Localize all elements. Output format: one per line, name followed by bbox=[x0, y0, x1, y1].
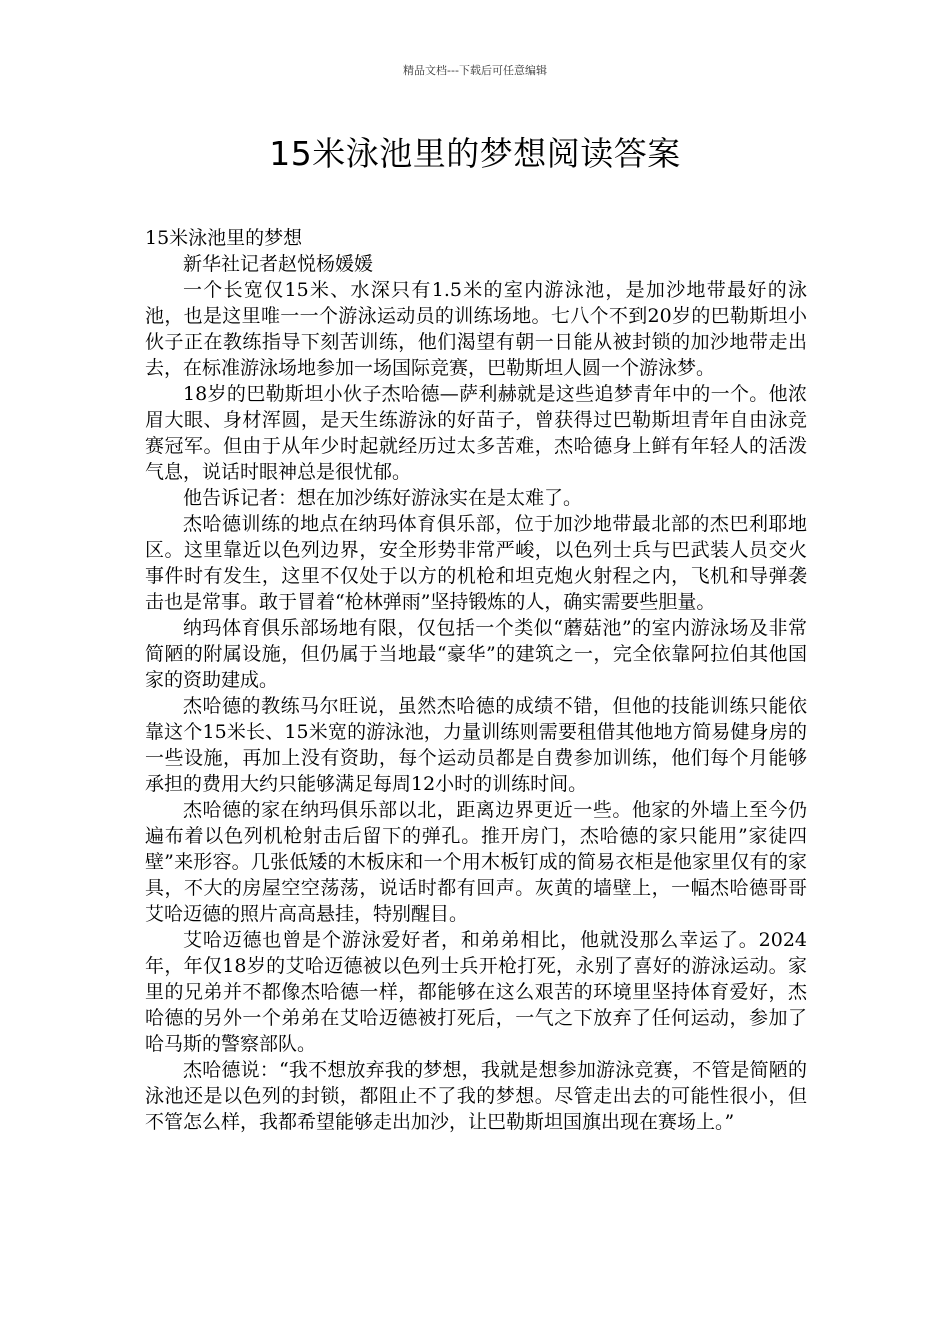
page-title: 15米泳池里的梦想阅读答案 bbox=[269, 134, 681, 173]
paragraph: 杰哈德的家在纳玛俱乐部以北，距离边界更近一些。他家的外墙上至今仍遍布着以色列机枪射击后留下的弹孔。推开房门，杰哈德的家只能用”家徒四壁”来形容。几张低矮的木板床和一个用木板钉成的简易衣柜是他家里仅有的家具，不大的房屋空空荡荡，说话时都有回声。灰黄的墙壁上，一幅杰哈德哥哥艾哈迈德的照片高高悬挂，特别醒目。 bbox=[145, 799, 807, 925]
paragraph: 艾哈迈德也曾是个游泳爱好者，和弟弟相比，他就没那么幸运了。2024年，年仅18岁的艾哈迈德被以色列士兵开枪打死，永别了喜好的游泳运动。家里的兄弟并不都像杰哈德一样，都能够在这么艰苦的环境里坚持体育爱好，杰哈德的另外一个弟弟在艾哈迈德被打死后，一气之下放弃了任何运动，参加了哈马斯的警察部队。 bbox=[145, 929, 807, 1055]
paragraph: 纳玛体育俱乐部场地有限，仅包括一个类似“蘑菇池”的室内游泳场及非常简陋的附属设施，但仍属于当地最“豪华”的建筑之一，完全依靠阿拉伯其他国家的资助建成。 bbox=[145, 617, 807, 691]
paragraph: 杰哈德训练的地点在纳玛体育俱乐部，位于加沙地带最北部的杰巴利耶地区。这里靠近以色列边界，安全形势非常严峻，以色列士兵与巴武装人员交火事件时有发生，这里不仅处于以方的机枪和坦克炮火射程之内，飞机和导弹袭击也是常事。敢于冒着“枪林弹雨”坚持锻炼的人，确实需要些胆量。 bbox=[145, 513, 807, 613]
paragraph: 杰哈德说：“我不想放弃我的梦想，我就是想参加游泳竞赛，不管是简陋的泳池还是以色列的封锁，都阻止不了我的梦想。尽管走出去的可能性很小，但不管怎么样，我都希望能够走出加沙，让巴勒斯坦国旗出现在赛场上。” bbox=[145, 1059, 807, 1133]
paragraph: 他告诉记者：想在加沙练好游泳实在是太难了。 bbox=[183, 487, 583, 509]
paragraph: 18岁的巴勒斯坦小伙子杰哈德—萨利赫就是这些追梦青年中的一个。他浓眉大眼、身材浑圆，是天生练游泳的好苗子，曾获得过巴勒斯坦青年自由泳竞赛冠军。但由于从年少时起就经历过太多苦难，杰哈德身上鲜有年轻人的活泼气息，说话时眼神总是很忧郁。 bbox=[145, 383, 807, 483]
header-note: 精品文档---下载后可任意编辑 bbox=[403, 64, 547, 77]
article-byline: 新华社记者赵悦杨媛媛 bbox=[183, 253, 374, 275]
paragraph: 杰哈德的教练马尔旺说，虽然杰哈德的成绩不错，但他的技能训练只能依靠这个15米长、15米宽的游泳池，力量训练则需要租借其他地方简易健身房的一些设施，再加上没有资助，每个运动员都是自费参加训练，他们每个月能够承担的费用大约只能够满足每周12小时的训练时间。 bbox=[145, 695, 807, 795]
article-body bbox=[145, 225, 807, 1135]
paragraph: 一个长宽仅15米、水深只有1.5米的室内游泳池，是加沙地带最好的泳池，也是这里唯一一个游泳运动员的训练场地。七八个不到20岁的巴勒斯坦小伙子正在教练指导下刻苦训练，他们渴望有朝一日能从被封锁的加沙地带走出去，在标准游泳场地参加一场国际竞赛，巴勒斯坦人圆一个游泳梦。 bbox=[145, 279, 807, 379]
article-heading: 15米泳池里的梦想 bbox=[145, 227, 303, 249]
